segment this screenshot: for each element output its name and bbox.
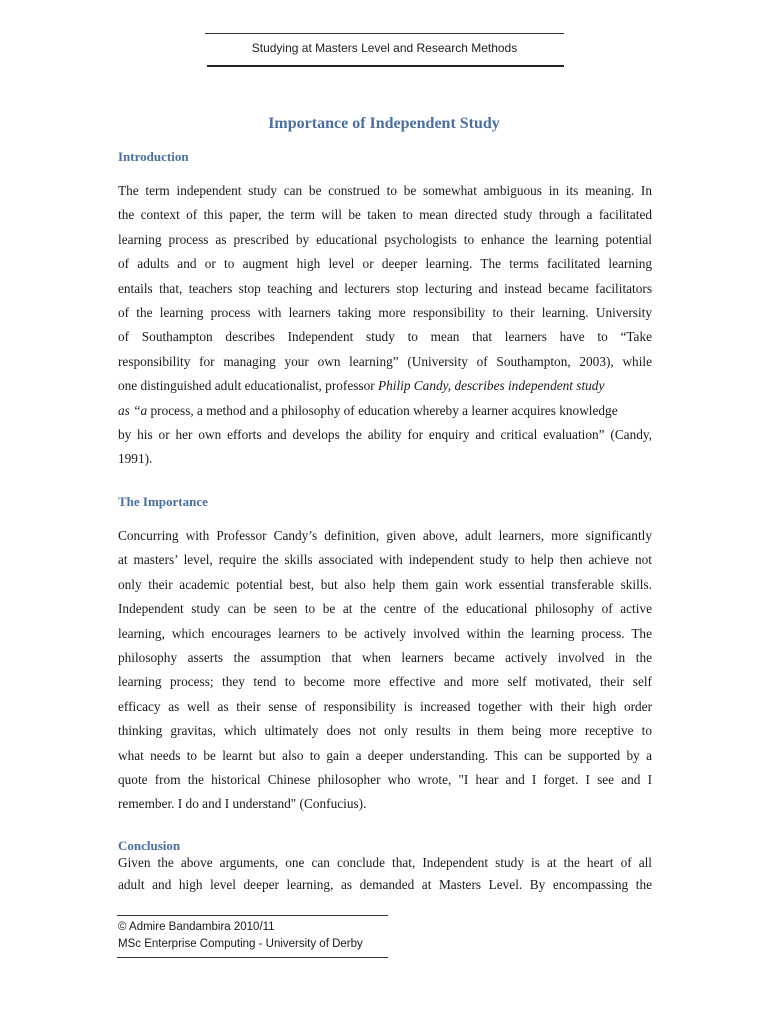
paragraph-text: one distinguished adult educationalist, professor — [118, 378, 378, 394]
document-title: Importance of Independent Study — [268, 115, 500, 132]
paragraph-line: Independent study can be seen to be at the centre of the educational philosophy of active — [118, 601, 652, 617]
paragraph-text: process, a method and a philosophy of education whereby a learner acquires knowledge — [147, 402, 618, 418]
paragraph-line: the context of this paper, the term will be taken to mean directed study through a facilitated — [118, 207, 652, 223]
running-header: Studying at Masters Level and Research Methods — [251, 41, 518, 55]
paragraph-line — [118, 374, 652, 398]
paragraph-line: at masters’ level, require the skills associated with independent study to help then achieve not — [118, 552, 652, 568]
footer-rule — [117, 915, 388, 916]
paragraph-line: learning process; they tend to become more effective and more self motivated, their self — [118, 674, 652, 690]
paragraph-line: what needs to be learnt but also to gain a deeper understanding. This can be supported by a — [118, 747, 652, 763]
paragraph-line: learning process as prescribed by educational psychologists to enhance the learning potential — [118, 231, 652, 247]
italic-text: as “a — [118, 402, 148, 418]
footer-rule-bottom — [117, 957, 388, 958]
footer-program: MSc Enterprise Computing - University of Derby — [118, 938, 363, 950]
paragraph-line: The term independent study can be construed to be somewhat ambiguous in its meaning. In — [118, 183, 652, 198]
introduction-paragraph — [118, 179, 652, 472]
paragraph-line: 1991). — [118, 451, 153, 467]
paragraph-line: philosophy asserts the assumption that when learners became actively involved in the — [118, 649, 652, 665]
paragraph-line: thinking gravitas, which ultimately does not only results in them being more receptive to — [118, 723, 652, 739]
paragraph-line — [118, 399, 652, 423]
paragraph-line: efficacy as well as their sense of responsibility is increased together with their high order — [118, 698, 652, 714]
paragraph-line: entails that, teachers stop teaching and lecturers stop lecturing and instead became facilitators — [118, 280, 652, 296]
paragraph-line: quote from the historical Chinese philosopher who wrote, "I hear and I forget. I see and I — [118, 771, 652, 787]
paragraph-line: Given the above arguments, one can conclude that, Independent study is at the heart of all — [118, 855, 652, 870]
paragraph-line: responsibility for managing your own learning” (University of Southampton, 2003), while — [118, 353, 652, 369]
paragraph-line: of adults and or to augment high level or deeper learning. The terms facilitated learning — [118, 256, 652, 272]
italic-text: Philip Candy, describes independent study — [377, 378, 605, 394]
paragraph-line: remember. I do and I understand" (Confucius). — [118, 796, 367, 812]
conclusion-paragraph — [118, 852, 652, 896]
paragraph-line: learning, which encourages learners to be actively involved within the learning process. The — [118, 625, 652, 641]
paragraph-line: of the learning process with learners taking more responsibility to their learning. University — [118, 304, 652, 320]
conclusion-heading: Conclusion — [118, 838, 181, 853]
paragraph-line: only their academic potential best, but also help them gain work essential transferable skills. — [118, 576, 652, 592]
paragraph-line: adult and high level deeper learning, as demanded at Masters Level. By encompassing the — [118, 877, 652, 892]
paragraph-line: of Southampton describes Independent study to mean that learners have to “Take — [118, 329, 652, 345]
header-rule-bottom — [207, 65, 564, 67]
introduction-heading: Introduction — [118, 149, 189, 164]
header-rule-top — [205, 33, 564, 34]
paragraph-line: Concurring with Professor Candy’s definition, given above, adult learners, more significantly — [118, 528, 652, 543]
importance-heading: The Importance — [118, 494, 208, 509]
paragraph-line: by his or her own efforts and develops the ability for enquiry and critical evaluation” (Candy, — [118, 426, 652, 442]
footer-copyright: © Admire Bandambira 2010/11 — [118, 921, 275, 933]
importance-paragraph — [118, 524, 652, 817]
